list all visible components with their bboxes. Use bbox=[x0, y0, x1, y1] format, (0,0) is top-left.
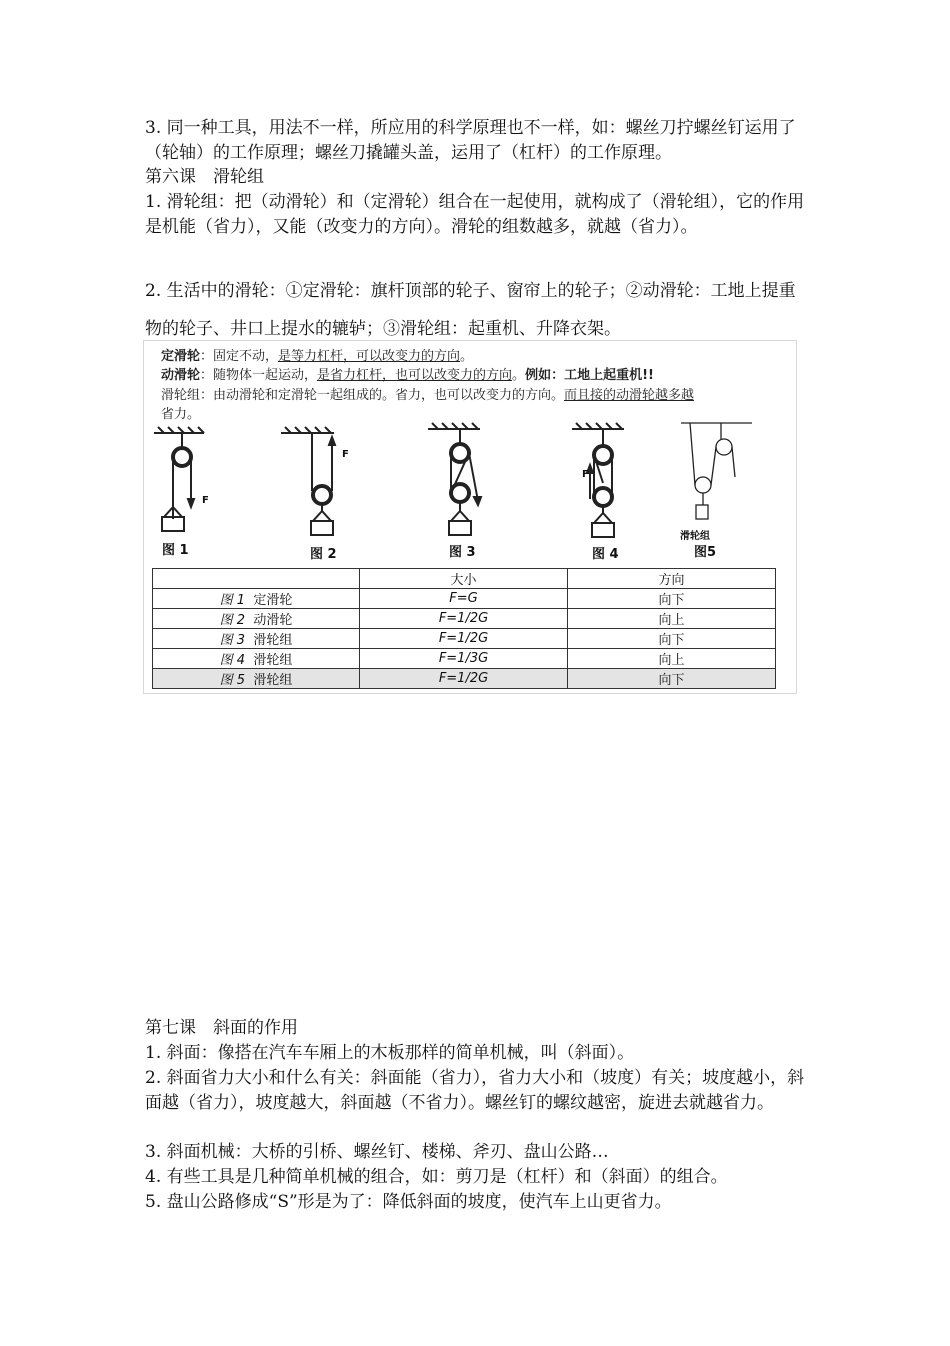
figure-line-save-effort: 省力。 bbox=[161, 407, 201, 422]
table-header-cell: 大小 bbox=[360, 569, 568, 589]
fig3-caption: 图 3 bbox=[449, 545, 476, 560]
figure-line-fixed-pulley: 定滑轮：固定不动，是等力杠杆，可以改变力的方向。 bbox=[161, 349, 474, 364]
fig3-pulley-block-diagram bbox=[428, 423, 481, 535]
table-cell-direction: 向下 bbox=[568, 589, 776, 609]
table-cell-direction: 向下 bbox=[568, 669, 776, 689]
table-cell-size: F=G bbox=[360, 589, 568, 609]
lesson6-item1: 1. 滑轮组：把（动滑轮）和（定滑轮）组合在一起使用，就构成了（滑轮组），它的作用是机能（省力），又能（改变力的方向）。滑轮的组数越多，就越（省力）。 bbox=[145, 192, 805, 237]
fig2-force-label: F bbox=[342, 449, 349, 460]
table-cell-direction: 向上 bbox=[568, 649, 776, 669]
figure-line-pulley-block: 滑轮组：由动滑轮和定滑轮一起组成的。省力，也可以改变力的方向。而且接的动滑轮越多越 bbox=[161, 388, 695, 403]
table-row bbox=[153, 609, 776, 629]
fig2-movable-pulley-diagram bbox=[281, 427, 335, 535]
lesson7-title: 第七课 斜面的作用 bbox=[145, 1018, 298, 1038]
fig4-caption: 图 4 bbox=[592, 547, 619, 562]
table-cell-size: F=1/2G bbox=[360, 669, 568, 689]
table-row bbox=[153, 589, 776, 609]
table-row bbox=[153, 649, 776, 669]
lesson5-item3: 3. 同一种工具，用法不一样，所应用的科学原理也不一样，如：螺丝刀拧螺丝钉运用了（轮轴）的工作原理；螺丝刀撬罐头盖，运用了（杠杆）的工作原理。 bbox=[145, 118, 796, 163]
lesson7-item4: 4. 有些工具是几种简单机械的组合，如：剪刀是（杠杆）和（斜面）的组合。 bbox=[145, 1167, 728, 1187]
figure-line-movable-pulley: 动滑轮：随物体一起运动，是省力杠杆，也可以改变力的方向。例如：工地上起重机!! bbox=[161, 368, 654, 383]
lesson7-item2: 2. 斜面省力大小和什么有关：斜面能（省力），省力大小和（坡度）有关；坡度越小，斜面越（省力），坡度越大，斜面越（不省力）。螺丝钉的螺纹越密，旋进去就越省力。 bbox=[145, 1068, 805, 1113]
fig1-fixed-pulley-diagram bbox=[154, 427, 204, 531]
table-row bbox=[153, 669, 776, 689]
lesson7-item5: 5. 盘山公路修成“S”形是为了：降低斜面的坡度，使汽车上山更省力。 bbox=[145, 1192, 672, 1212]
lesson7-item1: 1. 斜面：像搭在汽车车厢上的木板那样的简单机械，叫（斜面）。 bbox=[145, 1043, 635, 1063]
pulley-figure bbox=[143, 340, 797, 694]
table-cell-name: 图 2 动滑轮 bbox=[153, 609, 360, 629]
table-cell-name: 图 1 定滑轮 bbox=[153, 589, 360, 609]
fig4-pulley-block-diagram bbox=[572, 423, 624, 537]
table-cell-size: F=1/3G bbox=[360, 649, 568, 669]
table-header-cell bbox=[153, 569, 360, 589]
lesson6-title: 第六课 滑轮组 bbox=[145, 167, 264, 187]
lesson6-item2: 2. 生活中的滑轮：①定滑轮：旗杆顶部的轮子、窗帘上的轮子；②动滑轮：工地上提重物的轮子、井口上提水的辘轳；③滑轮组：起重机、升降衣架。 bbox=[145, 281, 796, 339]
pulley-table bbox=[152, 568, 776, 689]
fig2-caption: 图 2 bbox=[310, 547, 337, 562]
table-cell-size: F=1/2G bbox=[360, 629, 568, 649]
fig5-label: 滑轮组 bbox=[680, 531, 710, 542]
fig5-pulley-block-diagram bbox=[681, 423, 752, 519]
fig4-force-label: F bbox=[582, 469, 589, 480]
table-cell-size: F=1/2G bbox=[360, 609, 568, 629]
table-cell-direction: 向上 bbox=[568, 609, 776, 629]
table-row bbox=[153, 629, 776, 649]
fig5-caption: 图5 bbox=[694, 545, 717, 560]
table-cell-name: 图 5 滑轮组 bbox=[153, 669, 360, 689]
table-cell-name: 图 3 滑轮组 bbox=[153, 629, 360, 649]
table-cell-direction: 向下 bbox=[568, 629, 776, 649]
table-header-cell: 方向 bbox=[568, 569, 776, 589]
fig1-caption: 图 1 bbox=[162, 543, 189, 558]
lesson7-item3: 3. 斜面机械：大桥的引桥、螺丝钉、楼梯、斧刃、盘山公路… bbox=[145, 1142, 609, 1162]
table-header-row bbox=[153, 569, 776, 589]
fig1-force-label: F bbox=[202, 495, 209, 506]
table-cell-name: 图 4 滑轮组 bbox=[153, 649, 360, 669]
